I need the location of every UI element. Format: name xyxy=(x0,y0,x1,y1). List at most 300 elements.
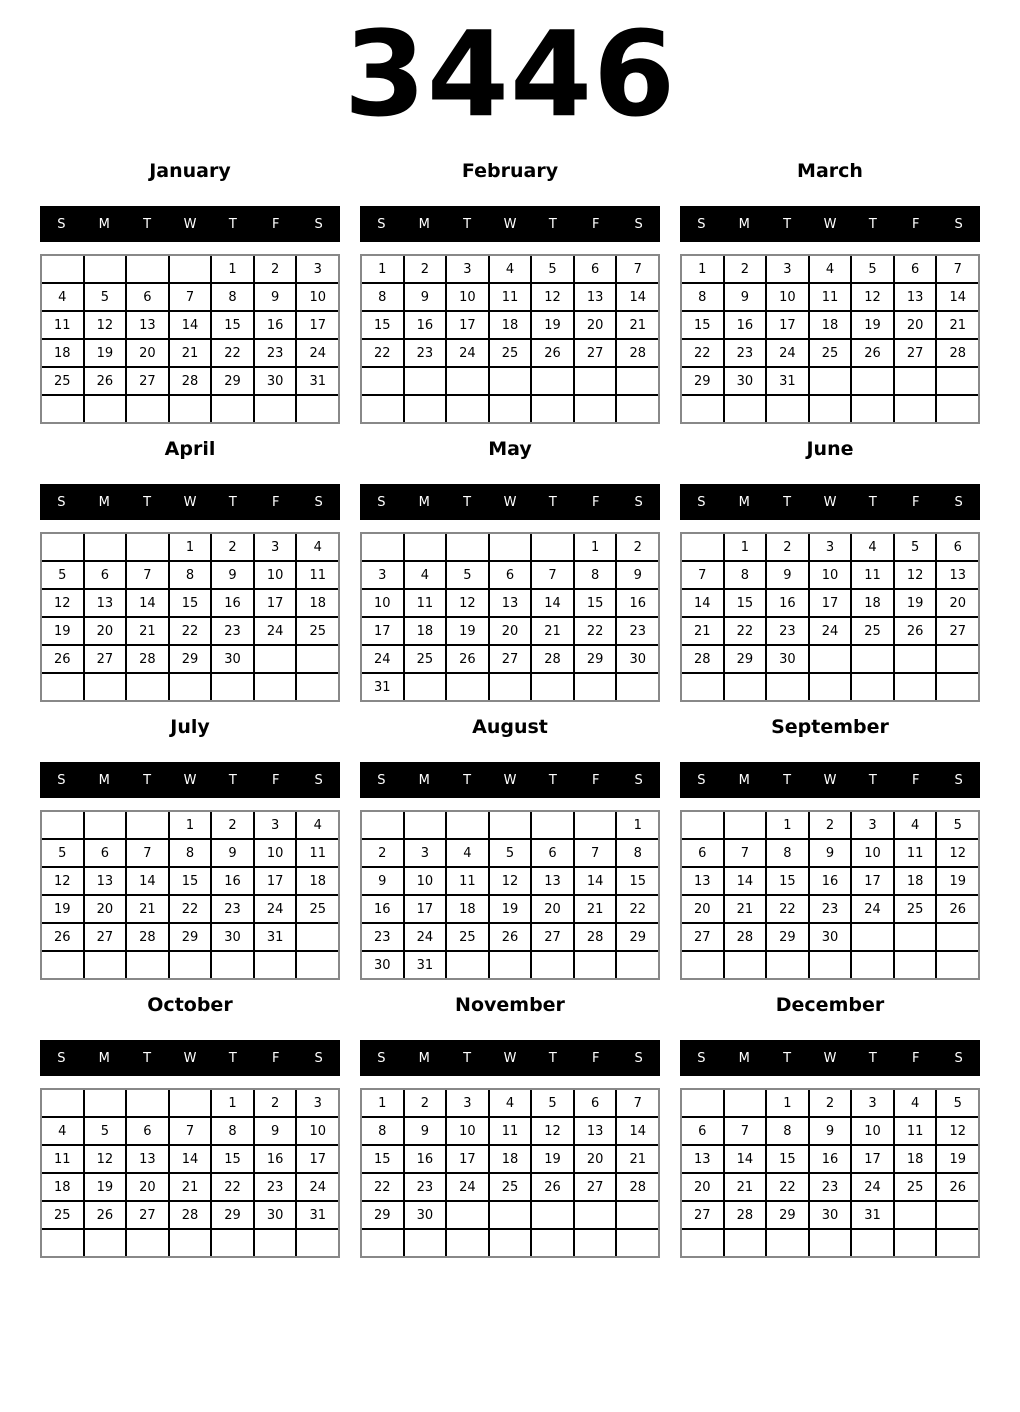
date-cell xyxy=(575,952,616,978)
date-cell: 30 xyxy=(810,924,851,950)
weekday-label: W xyxy=(503,494,517,510)
date-cell: 20 xyxy=(85,896,126,922)
date-cell: 22 xyxy=(170,618,211,644)
date-cell: 5 xyxy=(42,840,83,866)
weekday-label: S xyxy=(57,216,66,232)
date-cell: 12 xyxy=(895,562,936,588)
date-cell: 18 xyxy=(297,590,338,616)
date-cell: 5 xyxy=(532,256,573,282)
date-cell xyxy=(852,1230,893,1256)
date-cell: 22 xyxy=(767,1174,808,1200)
date-cell xyxy=(490,534,531,560)
date-cell: 23 xyxy=(405,340,446,366)
date-cell: 15 xyxy=(725,590,766,616)
date-cell xyxy=(212,396,253,422)
date-cell xyxy=(405,812,446,838)
weekday-header-row xyxy=(40,206,340,242)
date-cell: 21 xyxy=(170,1174,211,1200)
date-cell: 26 xyxy=(85,1202,126,1228)
date-cell xyxy=(255,952,296,978)
date-cell xyxy=(212,1230,253,1256)
date-cell: 20 xyxy=(490,618,531,644)
date-cell: 17 xyxy=(810,590,851,616)
date-cell: 29 xyxy=(212,1202,253,1228)
month-september xyxy=(680,718,980,980)
date-cell: 7 xyxy=(127,562,168,588)
date-cell: 9 xyxy=(810,840,851,866)
date-cell xyxy=(617,674,658,700)
date-cell: 30 xyxy=(255,368,296,394)
date-cell: 16 xyxy=(767,590,808,616)
date-cell: 13 xyxy=(937,562,978,588)
date-cell: 21 xyxy=(617,312,658,338)
year-title: 3446 xyxy=(343,5,677,143)
date-cell: 27 xyxy=(532,924,573,950)
weekday-label: S xyxy=(697,216,706,232)
date-cell: 17 xyxy=(297,312,338,338)
date-cell: 10 xyxy=(297,1118,338,1144)
date-cell: 20 xyxy=(575,1146,616,1172)
date-cell: 19 xyxy=(895,590,936,616)
date-cell: 15 xyxy=(362,1146,403,1172)
month-title: March xyxy=(797,160,863,183)
date-cell xyxy=(297,674,338,700)
date-cell xyxy=(617,952,658,978)
date-cell xyxy=(575,1230,616,1256)
date-cell xyxy=(895,1202,936,1228)
month-november xyxy=(360,996,660,1258)
date-cell xyxy=(447,368,488,394)
date-cell: 8 xyxy=(170,562,211,588)
weekday-label: T xyxy=(548,216,557,232)
date-cell: 27 xyxy=(127,1202,168,1228)
date-cell xyxy=(405,1230,446,1256)
date-cell: 6 xyxy=(575,1090,616,1116)
weekday-label: T xyxy=(463,216,472,232)
weekday-label: F xyxy=(591,772,600,788)
date-cell xyxy=(405,368,446,394)
date-cell: 6 xyxy=(532,840,573,866)
date-cell: 26 xyxy=(532,1174,573,1200)
date-cell: 6 xyxy=(127,1118,168,1144)
weekday-label: S xyxy=(634,1050,643,1066)
month-january xyxy=(40,162,340,424)
date-cell: 5 xyxy=(490,840,531,866)
date-cell: 27 xyxy=(937,618,978,644)
date-cell: 16 xyxy=(405,312,446,338)
date-cell: 30 xyxy=(212,646,253,672)
date-cell: 25 xyxy=(405,646,446,672)
date-cell: 18 xyxy=(895,868,936,894)
date-cell xyxy=(447,534,488,560)
date-cell xyxy=(682,396,723,422)
date-cell: 31 xyxy=(297,1202,338,1228)
date-cell: 28 xyxy=(682,646,723,672)
date-cell: 8 xyxy=(725,562,766,588)
date-cell: 7 xyxy=(617,1090,658,1116)
date-cell: 25 xyxy=(297,618,338,644)
weekday-header-row xyxy=(680,762,980,798)
date-cell: 4 xyxy=(895,812,936,838)
date-cell: 20 xyxy=(532,896,573,922)
weekday-label: S xyxy=(377,216,386,232)
date-cell: 2 xyxy=(405,1090,446,1116)
date-cell: 18 xyxy=(447,896,488,922)
weekday-label: T xyxy=(548,494,557,510)
date-cell: 28 xyxy=(127,646,168,672)
date-cell xyxy=(127,1230,168,1256)
weekday-label: W xyxy=(183,1050,197,1066)
date-cell: 30 xyxy=(212,924,253,950)
weekday-label: T xyxy=(868,1050,877,1066)
date-cell: 27 xyxy=(895,340,936,366)
date-cell: 14 xyxy=(127,590,168,616)
weekday-label: S xyxy=(57,772,66,788)
date-cell: 8 xyxy=(362,1118,403,1144)
weekday-header-row xyxy=(360,1040,660,1076)
date-cell xyxy=(532,812,573,838)
date-cell: 21 xyxy=(682,618,723,644)
date-cell: 14 xyxy=(617,284,658,310)
date-cell: 13 xyxy=(575,1118,616,1144)
date-cell: 15 xyxy=(212,1146,253,1172)
date-cell: 12 xyxy=(85,1146,126,1172)
date-cell: 31 xyxy=(362,674,403,700)
date-cell xyxy=(682,674,723,700)
date-cell xyxy=(447,1230,488,1256)
date-cell: 28 xyxy=(937,340,978,366)
date-cell: 28 xyxy=(127,924,168,950)
date-cell xyxy=(490,368,531,394)
date-cell xyxy=(255,1230,296,1256)
date-cell: 7 xyxy=(937,256,978,282)
date-cell: 22 xyxy=(725,618,766,644)
date-cell xyxy=(575,1202,616,1228)
weekday-label: W xyxy=(823,216,837,232)
date-cell: 24 xyxy=(852,1174,893,1200)
date-cell: 25 xyxy=(297,896,338,922)
date-cell: 12 xyxy=(852,284,893,310)
date-cell: 20 xyxy=(895,312,936,338)
date-cell: 16 xyxy=(810,1146,851,1172)
date-cell: 5 xyxy=(532,1090,573,1116)
date-cell xyxy=(852,924,893,950)
date-cell xyxy=(725,952,766,978)
weekday-label: T xyxy=(783,1050,792,1066)
date-cell: 6 xyxy=(682,1118,723,1144)
date-cell: 24 xyxy=(362,646,403,672)
date-cell: 9 xyxy=(255,284,296,310)
date-cell xyxy=(85,534,126,560)
date-cell xyxy=(42,1230,83,1256)
date-cell: 24 xyxy=(297,1174,338,1200)
weekday-label: T xyxy=(228,772,237,788)
date-cell: 23 xyxy=(405,1174,446,1200)
date-cell: 20 xyxy=(127,1174,168,1200)
date-cell xyxy=(767,396,808,422)
weekday-label: S xyxy=(57,494,66,510)
date-cell: 21 xyxy=(617,1146,658,1172)
date-cell: 1 xyxy=(617,812,658,838)
date-grid xyxy=(680,1088,980,1258)
date-cell xyxy=(532,674,573,700)
date-cell xyxy=(447,952,488,978)
date-cell: 31 xyxy=(255,924,296,950)
date-cell: 19 xyxy=(447,618,488,644)
date-cell: 4 xyxy=(297,812,338,838)
date-cell: 3 xyxy=(255,812,296,838)
date-cell xyxy=(490,952,531,978)
date-cell xyxy=(725,396,766,422)
date-cell: 28 xyxy=(617,340,658,366)
date-cell: 12 xyxy=(937,1118,978,1144)
weekday-label: M xyxy=(418,1050,430,1066)
date-cell: 8 xyxy=(682,284,723,310)
date-cell: 5 xyxy=(937,812,978,838)
weekday-label: M xyxy=(738,772,750,788)
date-cell: 7 xyxy=(725,1118,766,1144)
date-cell xyxy=(810,368,851,394)
date-cell: 27 xyxy=(490,646,531,672)
date-cell: 10 xyxy=(447,284,488,310)
date-cell: 23 xyxy=(255,340,296,366)
date-grid xyxy=(360,254,660,424)
date-cell: 10 xyxy=(255,562,296,588)
weekday-label: T xyxy=(548,1050,557,1066)
date-cell xyxy=(490,812,531,838)
date-cell: 3 xyxy=(767,256,808,282)
date-cell xyxy=(532,1230,573,1256)
date-cell: 20 xyxy=(127,340,168,366)
date-cell: 12 xyxy=(490,868,531,894)
date-cell: 24 xyxy=(405,924,446,950)
date-grid xyxy=(680,254,980,424)
date-cell: 23 xyxy=(617,618,658,644)
date-cell xyxy=(725,1230,766,1256)
date-cell: 22 xyxy=(212,1174,253,1200)
date-cell: 3 xyxy=(362,562,403,588)
date-cell: 11 xyxy=(895,1118,936,1144)
date-cell: 4 xyxy=(895,1090,936,1116)
date-cell: 28 xyxy=(725,924,766,950)
date-cell xyxy=(682,534,723,560)
date-cell: 6 xyxy=(937,534,978,560)
weekday-header-row xyxy=(680,206,980,242)
month-title: September xyxy=(771,716,889,739)
date-grid xyxy=(360,810,660,980)
date-cell xyxy=(937,674,978,700)
date-cell xyxy=(447,674,488,700)
date-cell xyxy=(617,1230,658,1256)
date-cell xyxy=(255,646,296,672)
weekday-label: S xyxy=(377,494,386,510)
date-cell: 26 xyxy=(42,924,83,950)
month-title: December xyxy=(775,994,885,1017)
date-cell: 3 xyxy=(297,256,338,282)
date-cell xyxy=(447,812,488,838)
date-cell xyxy=(810,952,851,978)
date-cell xyxy=(490,674,531,700)
date-cell: 24 xyxy=(447,340,488,366)
weekday-label: T xyxy=(868,494,877,510)
date-cell: 21 xyxy=(937,312,978,338)
weekday-label: F xyxy=(911,216,920,232)
date-cell: 9 xyxy=(255,1118,296,1144)
date-cell: 17 xyxy=(447,1146,488,1172)
date-cell: 18 xyxy=(405,618,446,644)
date-cell: 6 xyxy=(127,284,168,310)
date-cell: 29 xyxy=(170,924,211,950)
date-cell: 26 xyxy=(532,340,573,366)
date-cell: 11 xyxy=(895,840,936,866)
weekday-label: M xyxy=(738,216,750,232)
date-cell: 11 xyxy=(297,840,338,866)
date-cell xyxy=(42,674,83,700)
date-cell: 25 xyxy=(895,896,936,922)
date-cell xyxy=(405,534,446,560)
weekday-label: S xyxy=(954,216,963,232)
date-cell: 4 xyxy=(490,1090,531,1116)
date-cell xyxy=(575,812,616,838)
month-october xyxy=(40,996,340,1258)
date-cell: 1 xyxy=(362,1090,403,1116)
date-cell xyxy=(575,396,616,422)
date-cell: 9 xyxy=(212,840,253,866)
date-cell: 23 xyxy=(362,924,403,950)
month-title: April xyxy=(164,438,216,461)
date-cell: 13 xyxy=(85,590,126,616)
date-cell xyxy=(170,396,211,422)
date-cell xyxy=(42,396,83,422)
date-grid xyxy=(680,810,980,980)
weekday-label: M xyxy=(738,494,750,510)
month-title: November xyxy=(455,994,565,1017)
date-cell: 15 xyxy=(767,868,808,894)
weekday-label: M xyxy=(98,216,110,232)
date-cell xyxy=(297,646,338,672)
date-cell: 2 xyxy=(212,812,253,838)
date-cell: 3 xyxy=(447,256,488,282)
date-cell: 22 xyxy=(362,340,403,366)
date-cell: 23 xyxy=(212,618,253,644)
date-cell: 1 xyxy=(170,812,211,838)
date-cell xyxy=(767,952,808,978)
date-cell xyxy=(810,396,851,422)
date-cell: 8 xyxy=(212,284,253,310)
date-cell: 10 xyxy=(362,590,403,616)
date-cell: 9 xyxy=(362,868,403,894)
date-cell: 17 xyxy=(255,590,296,616)
date-cell: 29 xyxy=(362,1202,403,1228)
date-cell xyxy=(532,952,573,978)
date-cell: 13 xyxy=(895,284,936,310)
date-cell: 11 xyxy=(852,562,893,588)
date-cell xyxy=(895,368,936,394)
date-cell: 18 xyxy=(490,1146,531,1172)
date-cell xyxy=(682,1230,723,1256)
weekday-header-row xyxy=(360,762,660,798)
date-cell xyxy=(852,368,893,394)
date-cell: 16 xyxy=(212,868,253,894)
date-cell: 22 xyxy=(767,896,808,922)
date-cell: 7 xyxy=(617,256,658,282)
date-cell: 14 xyxy=(575,868,616,894)
date-cell: 15 xyxy=(617,868,658,894)
date-cell: 11 xyxy=(810,284,851,310)
date-cell xyxy=(212,952,253,978)
date-cell: 15 xyxy=(212,312,253,338)
date-cell: 30 xyxy=(810,1202,851,1228)
date-cell: 22 xyxy=(682,340,723,366)
date-cell: 30 xyxy=(255,1202,296,1228)
date-cell: 29 xyxy=(575,646,616,672)
date-cell: 14 xyxy=(725,868,766,894)
date-cell xyxy=(895,924,936,950)
date-cell: 27 xyxy=(575,1174,616,1200)
date-cell: 21 xyxy=(532,618,573,644)
weekday-label: S xyxy=(954,494,963,510)
date-cell xyxy=(532,1202,573,1228)
date-cell xyxy=(575,674,616,700)
date-cell: 2 xyxy=(255,256,296,282)
date-cell: 18 xyxy=(42,340,83,366)
date-cell: 25 xyxy=(852,618,893,644)
date-cell: 7 xyxy=(682,562,723,588)
date-cell: 6 xyxy=(85,840,126,866)
date-cell: 13 xyxy=(490,590,531,616)
date-cell: 17 xyxy=(852,1146,893,1172)
month-march xyxy=(680,162,980,424)
weekday-label: F xyxy=(591,1050,600,1066)
date-cell xyxy=(852,396,893,422)
date-cell: 8 xyxy=(575,562,616,588)
date-cell: 16 xyxy=(362,896,403,922)
date-cell xyxy=(852,674,893,700)
date-cell: 18 xyxy=(895,1146,936,1172)
date-cell xyxy=(255,674,296,700)
month-title: February xyxy=(461,160,559,183)
date-cell: 7 xyxy=(725,840,766,866)
date-cell: 14 xyxy=(937,284,978,310)
date-cell: 29 xyxy=(767,924,808,950)
date-cell: 27 xyxy=(575,340,616,366)
date-cell: 30 xyxy=(362,952,403,978)
date-cell: 25 xyxy=(447,924,488,950)
date-cell xyxy=(127,812,168,838)
date-cell: 24 xyxy=(255,618,296,644)
date-cell: 16 xyxy=(617,590,658,616)
date-cell xyxy=(170,674,211,700)
date-cell: 15 xyxy=(575,590,616,616)
date-cell: 1 xyxy=(767,1090,808,1116)
date-cell: 5 xyxy=(895,534,936,560)
date-cell: 1 xyxy=(170,534,211,560)
date-cell: 11 xyxy=(42,312,83,338)
date-cell: 19 xyxy=(937,1146,978,1172)
date-cell: 14 xyxy=(682,590,723,616)
date-cell: 17 xyxy=(405,896,446,922)
date-cell xyxy=(212,674,253,700)
weekday-header-row xyxy=(360,206,660,242)
weekday-label: M xyxy=(418,772,430,788)
date-cell: 26 xyxy=(852,340,893,366)
date-cell: 20 xyxy=(575,312,616,338)
weekday-label: M xyxy=(98,494,110,510)
date-cell xyxy=(937,646,978,672)
date-cell xyxy=(447,1202,488,1228)
date-cell: 29 xyxy=(767,1202,808,1228)
date-cell: 24 xyxy=(255,896,296,922)
